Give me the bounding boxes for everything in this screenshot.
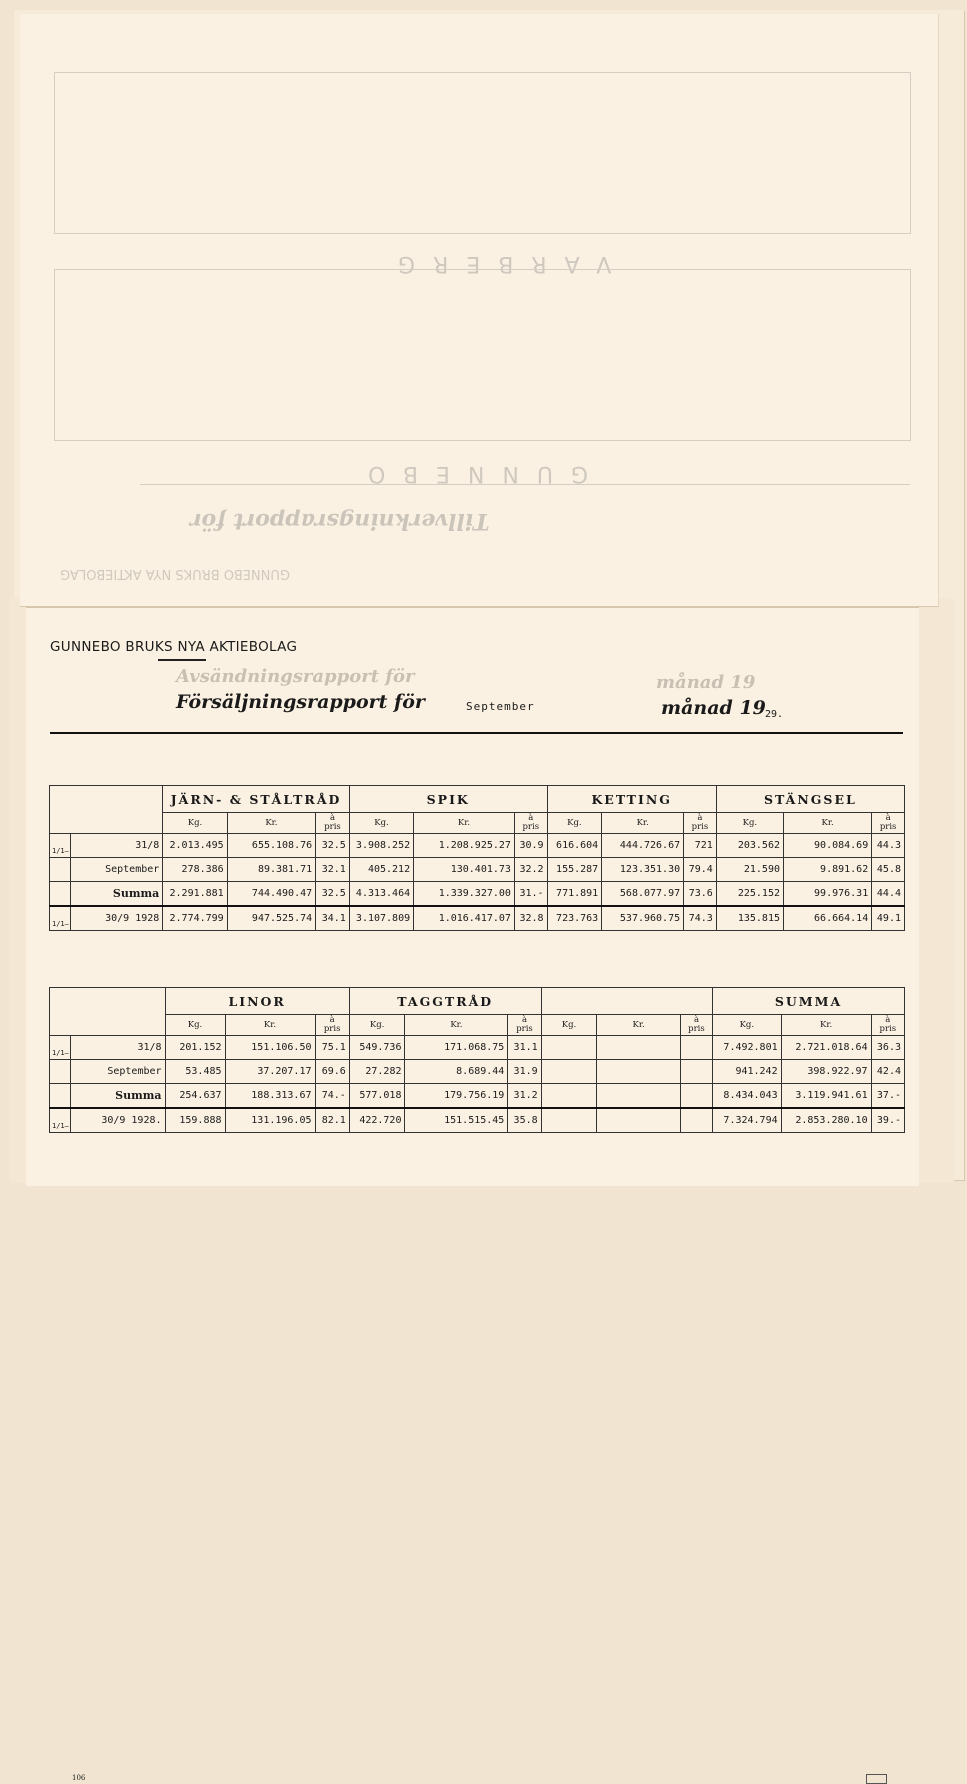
row-label: 31/8	[71, 1036, 165, 1060]
table-cell: 35.8	[508, 1108, 541, 1133]
row-label: September	[71, 1060, 165, 1084]
subheader-kg: Kg.	[349, 813, 413, 834]
table-cell: 744.490.47	[227, 882, 315, 907]
table-cell: 34.1	[316, 906, 350, 931]
table-cell: 159.888	[165, 1108, 225, 1133]
category-header: TAGGTRÅD	[349, 988, 541, 1015]
category-header: SUMMA	[713, 988, 905, 1015]
subheader-kr: Kr.	[784, 813, 872, 834]
table-cell: 31.-	[514, 882, 547, 907]
table-cell: 2.721.018.64	[781, 1036, 871, 1060]
table-cell: 66.664.14	[784, 906, 872, 931]
subheader-kr: Kr.	[597, 1015, 681, 1036]
table-cell: 49.1	[872, 906, 905, 931]
ghost-table	[54, 269, 911, 441]
table-cell: 31.9	[508, 1060, 541, 1084]
subheader-kg: Kg.	[349, 1015, 405, 1036]
report-title: Försäljningsrapport för	[176, 691, 425, 713]
ghost-name-2: VARBERG	[380, 251, 612, 276]
table-cell: 7.324.794	[713, 1108, 782, 1133]
table-cell: 42.4	[871, 1060, 904, 1084]
row-prefix	[50, 1084, 71, 1109]
table-cell: 151.515.45	[405, 1108, 508, 1133]
subheader-pris	[872, 813, 905, 834]
report-page	[26, 607, 919, 1782]
row-prefix: 1/1—	[50, 1108, 71, 1133]
table-cell: 188.313.67	[225, 1084, 315, 1109]
ghost-name: GUNNEBO	[350, 461, 588, 486]
subheader-pris	[508, 1015, 541, 1036]
subheader-kg: Kg.	[163, 813, 227, 834]
row-prefix: 1/1—	[50, 834, 71, 858]
table-cell: 3.119.941.61	[781, 1084, 871, 1109]
table-cell	[541, 1060, 597, 1084]
table-cell: 130.401.73	[414, 858, 515, 882]
subheader-kg: Kg.	[716, 813, 783, 834]
table-cell: 2.291.881	[163, 882, 227, 907]
table-cell: 45.8	[872, 858, 905, 882]
table-cell: 655.108.76	[227, 834, 315, 858]
report-year: 29.	[765, 709, 784, 720]
table-cell: 82.1	[315, 1108, 349, 1133]
subheader-pris-a: à	[885, 1015, 891, 1025]
table-row	[50, 1108, 905, 1133]
table-row	[50, 858, 905, 882]
table-cell: 90.084.69	[784, 834, 872, 858]
row-label: 30/9 1928.	[71, 1108, 165, 1133]
row-label: Summa	[71, 1084, 165, 1109]
ghost-table-2	[54, 72, 911, 234]
table-row	[50, 906, 905, 931]
table-cell: 549.736	[349, 1036, 405, 1060]
table-cell: 79.4	[684, 858, 717, 882]
table-row	[50, 1060, 905, 1084]
subheader-pris-a: à	[885, 813, 891, 823]
table-cell: 577.018	[349, 1084, 405, 1109]
category-header: LINOR	[165, 988, 349, 1015]
sales-table-1	[49, 785, 905, 931]
sales-table-2	[49, 987, 905, 1133]
company-underline	[158, 659, 206, 661]
table-cell: 32.5	[316, 834, 350, 858]
report-month: September	[466, 700, 535, 713]
row-label: 30/9 1928	[70, 906, 162, 931]
table-row	[50, 1036, 905, 1060]
subheader-pris-a: à	[528, 813, 534, 823]
table-cell: 941.242	[713, 1060, 782, 1084]
subheader-pris-label: pris	[688, 1024, 705, 1034]
table-cell	[680, 1108, 712, 1133]
table-cell: 135.815	[716, 906, 783, 931]
table-cell: 75.1	[315, 1036, 349, 1060]
table-cell: 27.282	[349, 1060, 405, 1084]
table-cell: 69.6	[315, 1060, 349, 1084]
table-cell: 30.9	[514, 834, 547, 858]
table-cell	[680, 1084, 712, 1109]
row-prefix: 1/1—	[50, 1036, 71, 1060]
subheader-pris-a: à	[329, 1015, 335, 1025]
table-cell: 3.908.252	[349, 834, 413, 858]
table-cell	[597, 1084, 681, 1109]
table-row	[50, 834, 905, 858]
subheader-pris	[871, 1015, 904, 1036]
subheader-pris-label: pris	[522, 822, 540, 832]
bleed-through-content	[20, 14, 938, 606]
table-cell: 74.3	[684, 906, 717, 931]
table-cell: 36.3	[871, 1036, 904, 1060]
subheader-pris-label: pris	[879, 822, 897, 832]
subheader-kr: Kr.	[602, 813, 684, 834]
subheader-kg: Kg.	[547, 813, 602, 834]
table-cell: 44.3	[872, 834, 905, 858]
table-cell	[597, 1036, 681, 1060]
table-cell: 73.6	[684, 882, 717, 907]
category-header: JÄRN- & STÅLTRÅD	[163, 786, 350, 813]
table-cell: 31.1	[508, 1036, 541, 1060]
table-cell: 53.485	[165, 1060, 225, 1084]
subheader-pris	[316, 813, 350, 834]
category-header	[541, 988, 712, 1015]
category-header: STÄNGSEL	[716, 786, 904, 813]
table-row	[50, 1084, 905, 1109]
row-prefix	[50, 1060, 71, 1084]
table-cell: 155.287	[547, 858, 602, 882]
table-cell: 1.339.327.00	[414, 882, 515, 907]
table-cell	[541, 1084, 597, 1109]
row-label: Summa	[70, 882, 162, 907]
subheader-kr: Kr.	[781, 1015, 871, 1036]
table-cell: 39.-	[871, 1108, 904, 1133]
table-cell: 74.-	[315, 1084, 349, 1109]
subheader-kg: Kg.	[165, 1015, 225, 1036]
table-cell: 1.016.417.07	[414, 906, 515, 931]
subheader-pris	[315, 1015, 349, 1036]
table-cell: 9.891.62	[784, 858, 872, 882]
table-cell: 947.525.74	[227, 906, 315, 931]
subheader-pris-a: à	[521, 1015, 528, 1025]
table-cell: 123.351.30	[602, 858, 684, 882]
row-prefix: 1/1—	[50, 906, 71, 931]
table-cell: 771.891	[547, 882, 602, 907]
table-cell: 4.313.464	[349, 882, 413, 907]
table-cell: 7.492.801	[713, 1036, 782, 1060]
subheader-pris-label: pris	[324, 822, 341, 832]
table-cell: 8.434.043	[713, 1084, 782, 1109]
corner-cell	[50, 988, 166, 1036]
category-header: KETTING	[547, 786, 716, 813]
table-cell: 278.386	[163, 858, 227, 882]
table-cell: 32.2	[514, 858, 547, 882]
table-cell: 721	[684, 834, 717, 858]
subheader-pris-a: à	[329, 813, 336, 823]
table-row	[50, 882, 905, 907]
table-cell	[680, 1060, 712, 1084]
subheader-pris-label: pris	[691, 822, 709, 832]
printer-stamp	[866, 1774, 887, 1784]
subheader-kr: Kr.	[414, 813, 515, 834]
table-cell: 2.774.799	[163, 906, 227, 931]
table-cell: 2.853.280.10	[781, 1108, 871, 1133]
table-cell: 254.637	[165, 1084, 225, 1109]
table-cell	[541, 1036, 597, 1060]
table-cell: 32.8	[514, 906, 547, 931]
subheader-pris	[680, 1015, 712, 1036]
table-cell: 131.196.05	[225, 1108, 315, 1133]
ghost-header: Avsändningsrapport för	[176, 666, 415, 687]
row-prefix	[50, 882, 71, 907]
row-label: September	[70, 858, 162, 882]
table-cell: 2.013.495	[163, 834, 227, 858]
table-cell: 568.077.97	[602, 882, 684, 907]
subheader-pris-label: pris	[323, 1024, 341, 1034]
table-cell	[597, 1108, 681, 1133]
table-cell: 44.4	[872, 882, 905, 907]
table-cell: 203.562	[716, 834, 783, 858]
table-cell: 225.152	[716, 882, 783, 907]
subheader-pris-label: pris	[879, 1024, 897, 1034]
table-cell: 37.-	[871, 1084, 904, 1109]
title-rule	[50, 732, 903, 734]
subheader-kr: Kr.	[225, 1015, 315, 1036]
subheader-pris	[514, 813, 547, 834]
folded-back-page	[20, 14, 939, 607]
table-cell: 444.726.67	[602, 834, 684, 858]
table-cell: 3.107.809	[349, 906, 413, 931]
table-cell: 179.756.19	[405, 1084, 508, 1109]
table-cell: 37.207.17	[225, 1060, 315, 1084]
table-cell	[597, 1060, 681, 1084]
page-number: 106	[72, 1774, 86, 1782]
subheader-kr: Kr.	[405, 1015, 508, 1036]
table-cell: 537.960.75	[602, 906, 684, 931]
row-label: 31/8	[70, 834, 162, 858]
corner-cell	[50, 786, 163, 834]
table-cell: 31.2	[508, 1084, 541, 1109]
subheader-kr: Kr.	[227, 813, 315, 834]
subheader-kg: Kg.	[713, 1015, 782, 1036]
company-name: GUNNEBO BRUKS NYA AKTIEBOLAG	[50, 639, 298, 655]
table-cell: 32.5	[316, 882, 350, 907]
table-cell: 32.1	[316, 858, 350, 882]
table-cell: 405.212	[349, 858, 413, 882]
subheader-pris-a: à	[693, 1015, 700, 1025]
table-cell: 398.922.97	[781, 1060, 871, 1084]
table-cell: 171.068.75	[405, 1036, 508, 1060]
ghost-rule	[140, 484, 910, 485]
table-cell: 99.976.31	[784, 882, 872, 907]
category-header: SPIK	[349, 786, 547, 813]
row-prefix	[50, 858, 71, 882]
table-cell: 201.152	[165, 1036, 225, 1060]
ghost-header-2: månad 19	[656, 672, 756, 693]
ghost-company: GUNNEBO BRUKS NYA AKTIEBOLAG	[60, 566, 290, 581]
table-cell: 723.763	[547, 906, 602, 931]
ghost-title: Tillverkningsrapport för	[190, 508, 490, 534]
table-cell: 8.689.44	[405, 1060, 508, 1084]
report-suffix: månad 19	[661, 697, 766, 719]
table-cell: 422.720	[349, 1108, 405, 1133]
table-cell: 89.381.71	[227, 858, 315, 882]
table-cell: 1.208.925.27	[414, 834, 515, 858]
table-cell: 616.604	[547, 834, 602, 858]
subheader-pris	[684, 813, 717, 834]
table-cell: 21.590	[716, 858, 783, 882]
table-cell	[541, 1108, 597, 1133]
subheader-pris-a: à	[697, 813, 703, 823]
table-cell: 151.106.50	[225, 1036, 315, 1060]
subheader-pris-label: pris	[516, 1024, 533, 1034]
table-cell	[680, 1036, 712, 1060]
subheader-kg: Kg.	[541, 1015, 597, 1036]
